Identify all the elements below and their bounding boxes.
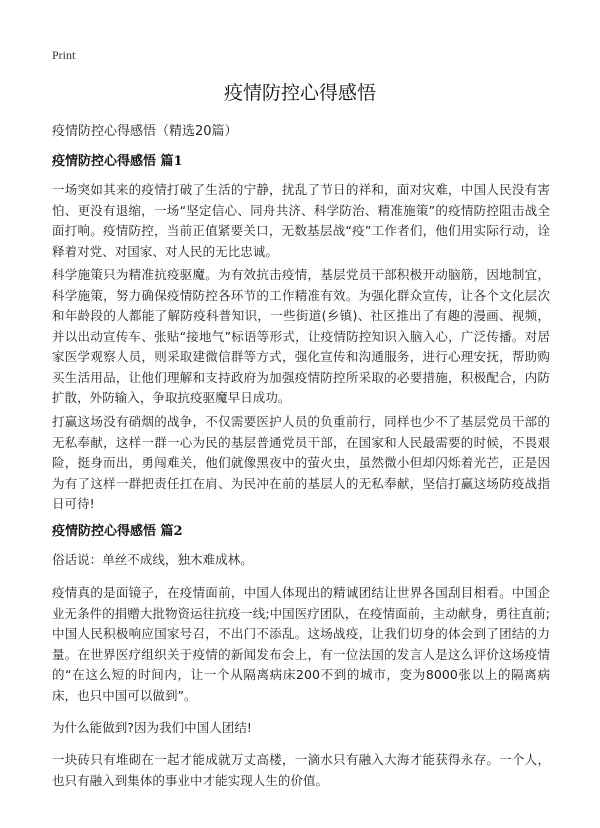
paragraph: 一块砖只有堆砌在一起才能成就万丈高楼，一滴水只有融入大海才能获得永存。一个人，也只有融入到集体的事业中才能实现人生的价值。: [52, 752, 550, 788]
paragraph: 俗话说：单丝不成线，独木难成林。: [52, 552, 253, 567]
section-heading-1: 疫情防控心得感悟 篇1: [52, 154, 183, 169]
section-heading-2: 疫情防控心得感悟 篇2: [52, 524, 183, 539]
page-title: 疫情防控心得感悟: [223, 82, 376, 104]
paragraph: 科学施策只为精准抗疫驱魔。为有效抗击疫情，基层党员干部积极开动脑筋，因地制宜，科学施策，努力确保疫情防控各环节的工作精准有效。为强化群众宣传，让各个文化层次和年龄段的人都能了解防疫科普知识，一些街道(乡镇)、社区推出了有趣的漫画、视频，并以出动宣传车、张贴“接地气”标语等形式，让疫情防控知识入脑入心，广泛传播。对居家医学观察人员，则采取建微信群等方式，强化宣传和沟通服务，进行心理安抚，帮助购买生活用品，让他们理解和支持政府为加强疫情防控所采取的必要措施，积极配合，内防扩散，外防输入，争取抗疫驱魔早日成功。: [52, 267, 550, 405]
paragraph: 一场突如其来的疫情打破了生活的宁静，扰乱了节日的祥和，面对灾难，中国人民没有害怕、更没有退缩，一场“坚定信心、同舟共济、科学防治、精准施策”的疫情防控阻击战全面打响。疫情防控，当前正值紧要关口，无数基层战“疫”工作者们，他们用实际行动，诠释着对党、对国家、对人民的无比忠诚。: [52, 182, 550, 259]
paragraph: 打赢这场没有硝烟的战争，不仅需要医护人员的负重前行，同样也少不了基层党员干部的无私奉献，这样一群一心为民的基层普通党员干部，在国家和人民最需要的时候，不畏艰险，挺身而出，勇闯难关，他们就像黑夜中的萤火虫，虽然微小但却闪烁着光芒，正是因为有了这样一群把责任扛在肩、为民冲在前的基层人的无私奉献，坚信打赢这场防疫战指日可待!: [52, 414, 550, 511]
paragraph: 疫情真的是面镜子，在疫情面前，中国人体现出的精诚团结让世界各国刮目相看。中国企业无条件的捐赠大批物资运往抗疫一线;中国医疗团队，在疫情面前，主动献身，勇往直前;中国人民积极响应国家号召，不出门不添乱。这场战疫，让我们切身的体会到了团结的力量。在世界医疗组织关于疫情的新闻发布会上，有一位法国的发言人是这么评价这场疫情的“在这么短的时间内，让一个从隔离病床200不到的城市，变为8000张以上的隔离病床，也只中国可以做到”。: [52, 585, 550, 703]
document-subtitle: 疫情防控心得感悟（精选20篇）: [52, 124, 238, 139]
print-label[interactable]: Print: [52, 48, 76, 62]
paragraph: 为什么能做到?因为我们中国人团结!: [52, 720, 252, 735]
